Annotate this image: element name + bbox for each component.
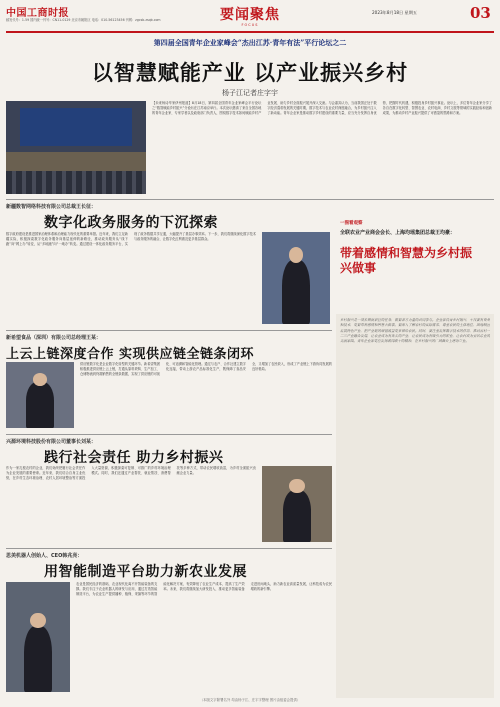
main-headline: 以智慧赋能产业 以产业振兴乡村 [91,60,409,85]
section4-body: 农业是国民经济的基础，农业现代化离不开智能装备的支撑。我们专注于农业机器人的研发与应用，通过打造智能制造平台，为农业生产提供播种、植保、采摘等环节的智能化解决方案，有效降低了农业生产成本，提高了生产效率。未来，我们将继续加大研发投入，推动更多智能装备走进田间地头，助力新农业高质量发展，让科技成为农民增收的新引擎。 [76,582,332,597]
section2-label: 新希望食品（深圳）有限公司总经理王某： [6,335,102,341]
sidebar-headline: 带着感情和智慧为乡村振兴做事 [340,246,473,275]
page-footer-note: （本版文字除署名外 均由杨子江、庄宇宇整理 图片由组委会提供） [199,698,301,702]
speaker4-photo [6,582,70,692]
speaker1-photo [262,232,330,324]
speaker2-photo [6,362,74,428]
sidebar-kicker: 一图看观察 [340,221,363,226]
author-line: 杨子江记者庄字宇 [222,89,278,97]
section-divider [6,434,332,435]
section3-label: 兴源环境科技股份有限公司董事长刘某： [6,439,97,445]
sidebar-intro: 全联农业产业商会会长、上海均瑶集团总裁王均豪： [340,230,456,236]
section-divider [6,199,494,200]
header-rule [6,31,494,33]
section1-body: 数字政府建设是推进国家治理体系和治理能力现代化的重要举措。近年来，我们立足新疆实际，积极探索数字化政务服务向基层延伸的新路径，推动政务服务从“线下跑”向“网上办”转变，从“多地跑”向“一地办”转变。通过建设一体化政务服务平台，实现了政务数据共享互通，大幅提升了基层办事效率。下一步，我们将继续深化数字技术与政务服务的融合，让数字化红利惠及更多基层群众。 [6,232,256,247]
section1-label: 新疆数智网络科技有限公司总裁王长征： [6,204,97,210]
section2-headline: 上云上链深度合作 实现供应链全链条闭环 [6,347,255,362]
section-title: 要闻聚焦 [220,7,280,23]
section4-label: 思美机器人创始人、CEO韩兆亮： [6,553,83,559]
section1-headline: 数字化政务服务的下沉探索 [44,215,218,231]
issue-date: 2023年8月18日 星期五 [372,10,418,15]
main-article-body: 【未来杨诗华家伊州报道】8月18日，第四届全国青年企业家峰会平行论坛之“数智赋能乡村振兴”分论坛在江苏南京举行。本次论坛邀请了来自全国各地的青年企业家、专家学者以及政府部门负责人，围绕数字技术如何赋能乡村产业发展、助力乡村全面振兴展开深入交流。与会嘉宾认为，当前我国正处于数字经济蓬勃发展的关键时期，数字技术与农业农村深度融合，为乡村振兴注入了新动能。青年企业家是推动数字乡村建设的重要力量，应当充分发挥自身优势，把握时代机遇，积极投身乡村振兴事业。论坛上，多位青年企业家分享了各自在数字化转型、智慧农业、农村电商、乡村文旅等领域的实践经验和创新成果，为推动乡村产业振兴提供了可借鉴的思路和方案。 [152,101,492,116]
section2-body: 供应链数字化是企业数字化转型的关键环节。新希望集团积极推进供应链上云上链，打通从原料采购、生产加工、仓储物流到终端销售的全链条数据，实现了供应链的可视化、可追溯和智能化管理。通过与农户、合作社建立数字化连接，带动上游农产品标准化生产，既保障了食品安全，又增加了农民收入，形成了产业链上下游协同发展的良好格局。 [80,362,332,377]
forum-banner: 第四届全国青年企业家峰会“杰出江苏·青年有法”平行论坛之二 [153,38,347,47]
section3-headline: 践行社会责任 助力乡村振兴 [44,450,224,466]
sidebar-body: 乡村振兴是一项长期而艰巨的任务，需要各方力量的共同参与。企业家投身乡村振兴，不仅要有资金和技术，更要带着感情和智慧去做事。要深入了解农村的实际需求，尊重农民的主体地位，因地制宜发展特色产业，把产业链的增值收益更多留给农民。同时，要注重发挥数字技术的作用，推动农村一二三产业融合发展，让农业成为有奔头的产业，让农民成为有吸引力的职业，让农村成为安居乐业的美丽家园。青年企业家更应发扬敢闯敢干的精神，在乡村振兴的广阔舞台上建功立业。 [340,318,490,344]
masthead-info: 邮发代号：1-59 国内统一刊号：CN11-0129 北京市朝阳区 电话：010-56123456 刊网：zgcsb.zsqb.com [6,18,161,22]
section-subtitle: FOCUS [241,23,259,27]
conference-photo [6,101,146,194]
section-divider [6,548,332,549]
speaker3-photo [262,466,332,542]
section-divider [6,330,332,331]
page-number: 03 [470,4,491,22]
section3-body: 作为一家扎根农村的企业，我们始终把履行社会责任作为企业发展的重要使命。近年来，我们结合自身主业优势，在乡村生态环境治理、农村人居环境整治等方面投入大量资源，积极探索可复制、可推广的乡村环境治理模式。同时，我们还通过产业帮扶、就业帮扶、消费帮扶等多种方式，带动农民增收致富，为乡村全面振兴贡献企业力量。 [6,466,256,481]
section4-headline: 用智能制造平台助力新农业发展 [44,564,247,580]
newspaper-logo: 中国工商时报 [6,8,69,19]
